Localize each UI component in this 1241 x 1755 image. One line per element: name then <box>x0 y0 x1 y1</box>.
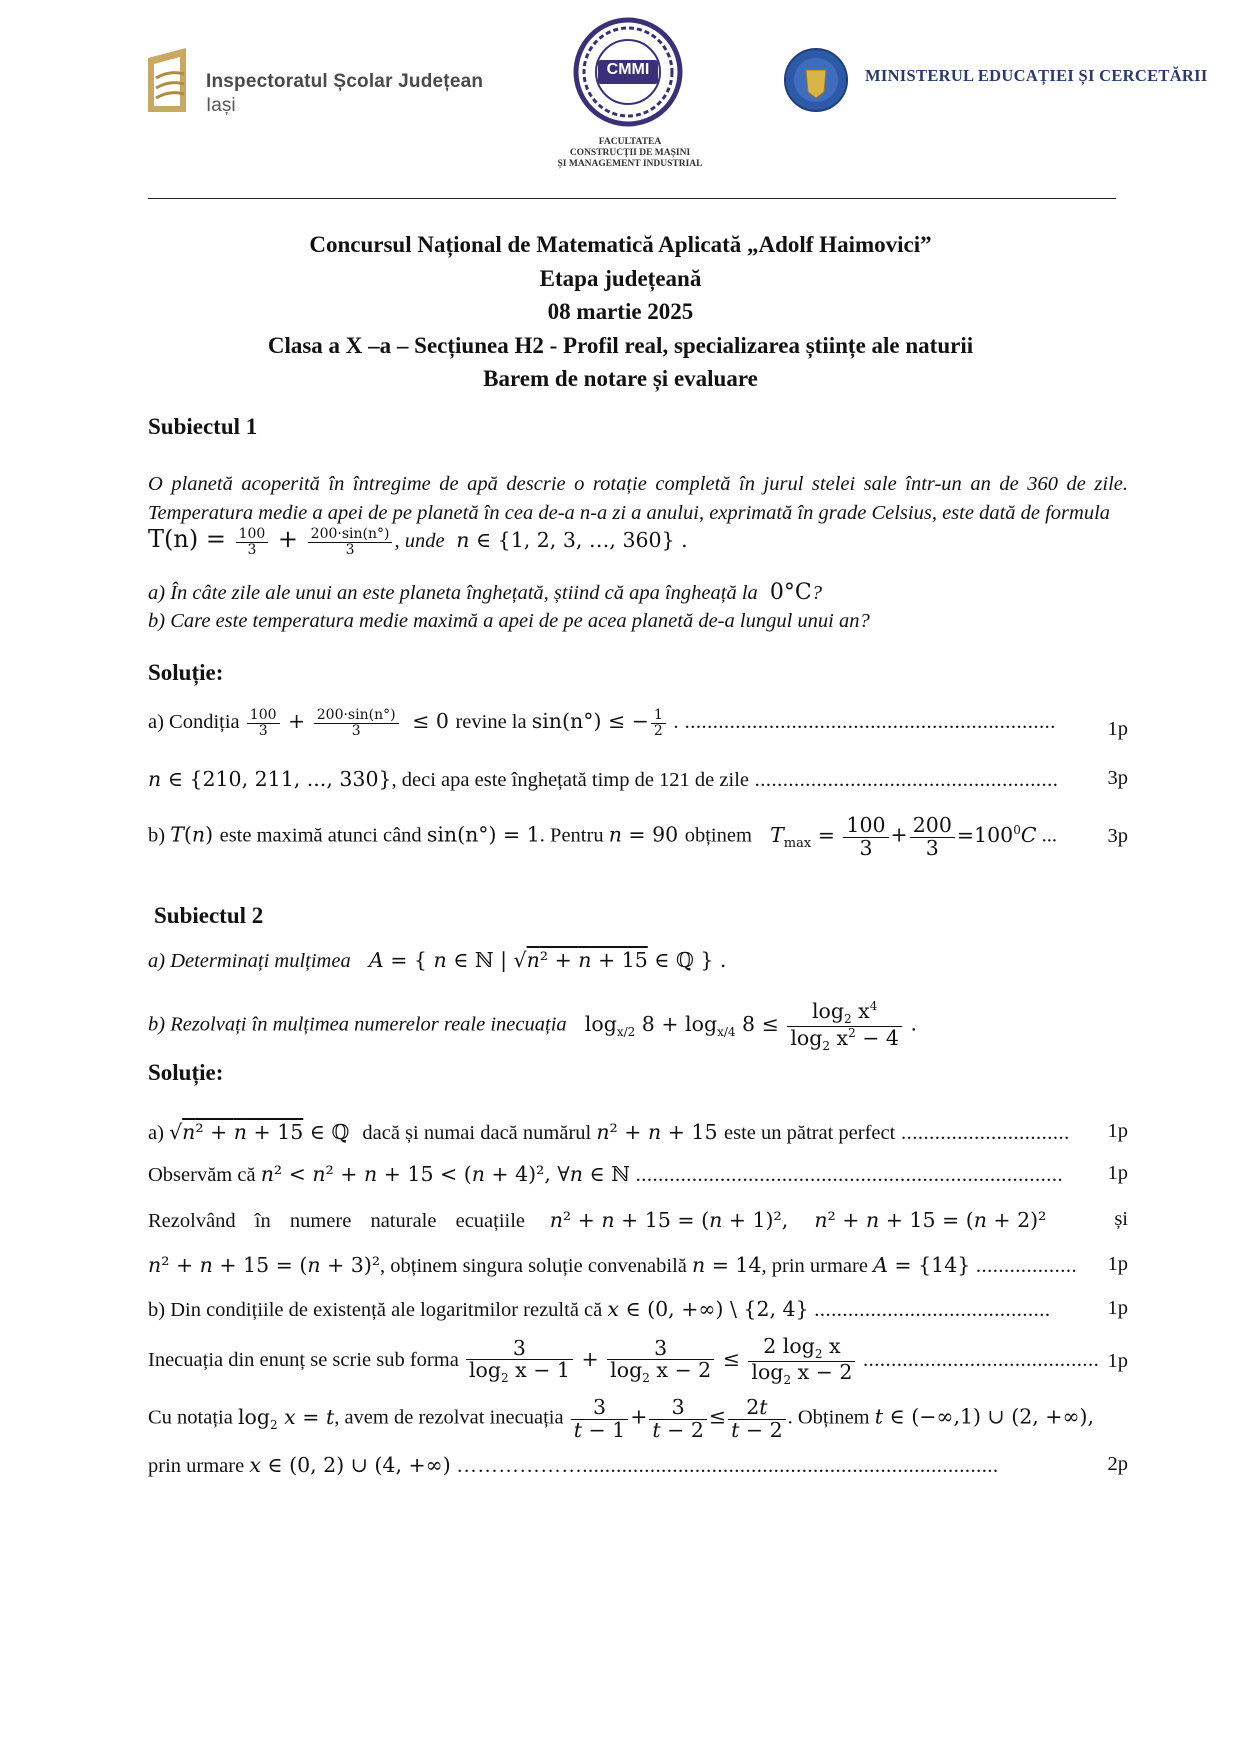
s1-b-pre: b) <box>148 824 166 847</box>
s2-question-b: b) Rezolvați în mulțimea numerelor reale inecuația $\log_{x/2} 8 + \log_{x/4} 8$ ≤ $\frac{\log_2 x^4}{\log_2 x^2 - 4}$ . <box>148 998 918 1053</box>
s2-heading: Subiectul 2 <box>154 903 264 928</box>
s1-b-points: 3p <box>1107 825 1128 847</box>
s2-l4-prin: , prin urmare <box>761 1255 868 1277</box>
s2-qb-text: b) Rezolvați în mulțimea numerelor reale inecuația <box>148 1013 567 1036</box>
s1-a1-points: 1p <box>1107 718 1128 740</box>
s1-sol-a2: n ∈ {210, 211, ..., 330}, deci apa este înghețată timp de 121 de zile ...................................................... 3p <box>148 767 1128 791</box>
s1-heading: Subiectul 1 <box>148 414 258 439</box>
s1-a2-text: , deci apa este înghețată timp de 121 de zile <box>391 769 749 791</box>
contest-title: Concursul Național de Matematică Aplicată „Adolf Haimovici” <box>309 232 932 257</box>
s2-question-a: a) Determinați mulțimea A = { n ∈ ℕ | √n² + n + 15 ∈ ℚ } . <box>148 948 727 972</box>
s2-l8-pre: prin urmare <box>148 1455 245 1477</box>
s1-qa-end: ? <box>811 582 822 604</box>
s2-l1-points: 1p <box>1107 1120 1128 1142</box>
s2-l5-points: 1p <box>1107 1297 1128 1319</box>
s1-sol-b: b) T(n) este maximă atunci când sin(n°) = 1. Pentru n = 90 obținem $T_{max}$ = $\frac{100}{3}$ + $\frac{200}{3}$ $=100^0C$ ... 3p <box>148 813 1128 860</box>
s2-l3-si: și <box>1114 1208 1128 1230</box>
s1-b-obt: obținem <box>684 824 752 847</box>
isj-name <box>206 70 483 118</box>
faculty-name <box>520 137 740 170</box>
s2-sol-l2: Observăm că n² < n² + n + 15 < (n + 4)², ∀n ∈ ℕ ............................................................................ 1p <box>148 1162 1128 1186</box>
isj-logo-icon <box>148 48 186 112</box>
ministry-name: MINISTERUL EDUCAȚIEI ȘI CERCETĂRII <box>865 66 1208 85</box>
header-logos <box>0 0 1241 200</box>
date-title: 08 martie 2025 <box>547 299 694 324</box>
title-block <box>0 228 1241 396</box>
cmmi-logo-text: CMMI <box>606 61 650 78</box>
s1-sol-a1: a) Condiția $\frac{100}{3}$ + $\frac{200\cdot\sin(n^\circ)}{3}$ ≤ 0 revine la sin(n°) ≤ − $\frac{1}{2}$ . .................................................................. 1p <box>148 707 1128 740</box>
formula-unde: , unde <box>394 530 445 552</box>
s1-question-a: a) În câte zile ale unui an este planeta înghețată, știind că apa îngheață la 0°C? <box>148 580 822 605</box>
barem-title: Barem de notare și evaluare <box>483 366 758 391</box>
s2-l7-pre: Cu notația <box>148 1406 233 1429</box>
s1-qa-text: a) În câte zile ale unui an este planeta înghețată, știind că apa îngheață la <box>148 582 758 604</box>
isj-city: Iași <box>206 95 236 116</box>
s2-l7-obt: . Obținem <box>787 1406 870 1429</box>
faculty-line1: FACULTATEA <box>598 137 662 147</box>
class-title: Clasa a X –a – Secțiunea H2 - Profil real, specializarea științe ale naturii <box>267 332 974 358</box>
s1-a2-points: 3p <box>1107 767 1128 789</box>
s2-sol-l6: Inecuația din enunț se scrie sub forma $\frac{3}{\log_2 x - 1}$ + $\frac{3}{\log_2 x - 2}$ ≤ $\frac{2 \log_2 x}{\log_2 x - 2}$ .......................................... 1p <box>148 1334 1128 1387</box>
s2-l2-points: 1p <box>1107 1162 1128 1184</box>
s1-b-mid: este maximă atunci când <box>219 824 422 847</box>
s1-b-pentru: . Pentru <box>539 824 604 847</box>
s2-qa-text: a) Determinați mulțimea <box>148 950 351 972</box>
faculty-line3: ȘI MANAGEMENT INDUSTRIAL <box>557 159 703 169</box>
s2-l2-pre: Observăm că <box>148 1164 256 1186</box>
s2-sol-l7: Cu notația $\log_2 x = t$, avem de rezolvat inecuația $\frac{3}{t - 1}$ + $\frac{3}{t - 2}$ ≤ $\frac{2t}{t - 2}$ . Obținem t ∈ (−∞,1) ∪ (2, +∞), <box>148 1395 1095 1442</box>
s2-sol-l4: n² + n + 15 = (n + 3)², obținem singura soluție convenabilă n = 14, prin urmare A = {14} .................. 1p <box>148 1253 1128 1277</box>
s1-statement: O planetă acoperită în întregime de apă descrie o rotație completă în jurul stelei sale într-un an de 360 de zile. Temperatura medie a apei de pe planetă în cea de-a n-a zi a anului, exprimată în grade Celsius, este dată de formula <box>148 473 1128 524</box>
s2-sol-l5: b) Din condițiile de existență ale logaritmilor rezultă că x ∈ (0, +∞) \ {2, 4} .......................................... 1p <box>148 1297 1128 1321</box>
s1-question-b: b) Care este temperatura medie maximă a apei de pe acea planetă de-a lungul unui an? <box>148 610 870 632</box>
s1-a1-pre: a) Condiția <box>148 710 240 733</box>
s2-l8-points: 2p <box>1107 1453 1128 1475</box>
s2-l1-end: este un pătrat perfect <box>724 1122 896 1144</box>
s2-l4-points: 1p <box>1107 1253 1128 1275</box>
s2-l7-mid: , avem de rezolvat inecuația <box>334 1406 564 1429</box>
ministry-seal-icon <box>785 49 847 111</box>
s2-solution-heading: Soluție: <box>148 1060 224 1085</box>
s2-l4-mid: , obținem singura soluție convenabilă <box>380 1255 687 1277</box>
s2-sol-l1: a) √n² + n + 15 ∈ ℚ dacă și numai dacă numărul n² + n + 15 este un pătrat perfect .............................. 1p <box>148 1120 1128 1144</box>
s2-l3-pre: Rezolvând în numere naturale ecuațiile <box>148 1210 526 1232</box>
logo-graphics <box>0 0 1241 200</box>
stage-title: Etapa județeană <box>539 265 702 291</box>
header-divider <box>148 198 1116 199</box>
s2-l5-pre: b) Din condițiile de existență ale logaritmilor rezultă că <box>148 1299 603 1321</box>
s1-solution-heading: Soluție: <box>148 660 224 685</box>
faculty-line2: CONSTRUCȚII DE MAȘINI <box>569 148 691 158</box>
s2-l6-points: 1p <box>1107 1350 1128 1372</box>
s2-l1-mid: dacă și numai dacă numărul <box>362 1122 592 1144</box>
s2-sol-l3: Rezolvând în numere naturale ecuațiile n² + n + 15 = (n + 1)², n² + n + 15 = (n + 2)² și <box>148 1208 1128 1232</box>
s2-sol-l8: prin urmare x ∈ (0, 2) ∪ (4, +∞) ……………….......................................................................... 2p <box>148 1453 1128 1477</box>
s2-l6-pre: Inecuația din enunț se scrie sub forma <box>148 1348 459 1371</box>
isj-name-line: Inspectoratul Școlar Județean <box>206 71 484 92</box>
s1-formula-line: T(n) = $\frac{100}{3}$ + $\frac{200\cdot\sin(n^\circ)}{3}$ , unde n ∈ {1, 2, 3, …, 360} . <box>148 525 688 558</box>
s1-a1-mid: revine la <box>455 710 527 733</box>
